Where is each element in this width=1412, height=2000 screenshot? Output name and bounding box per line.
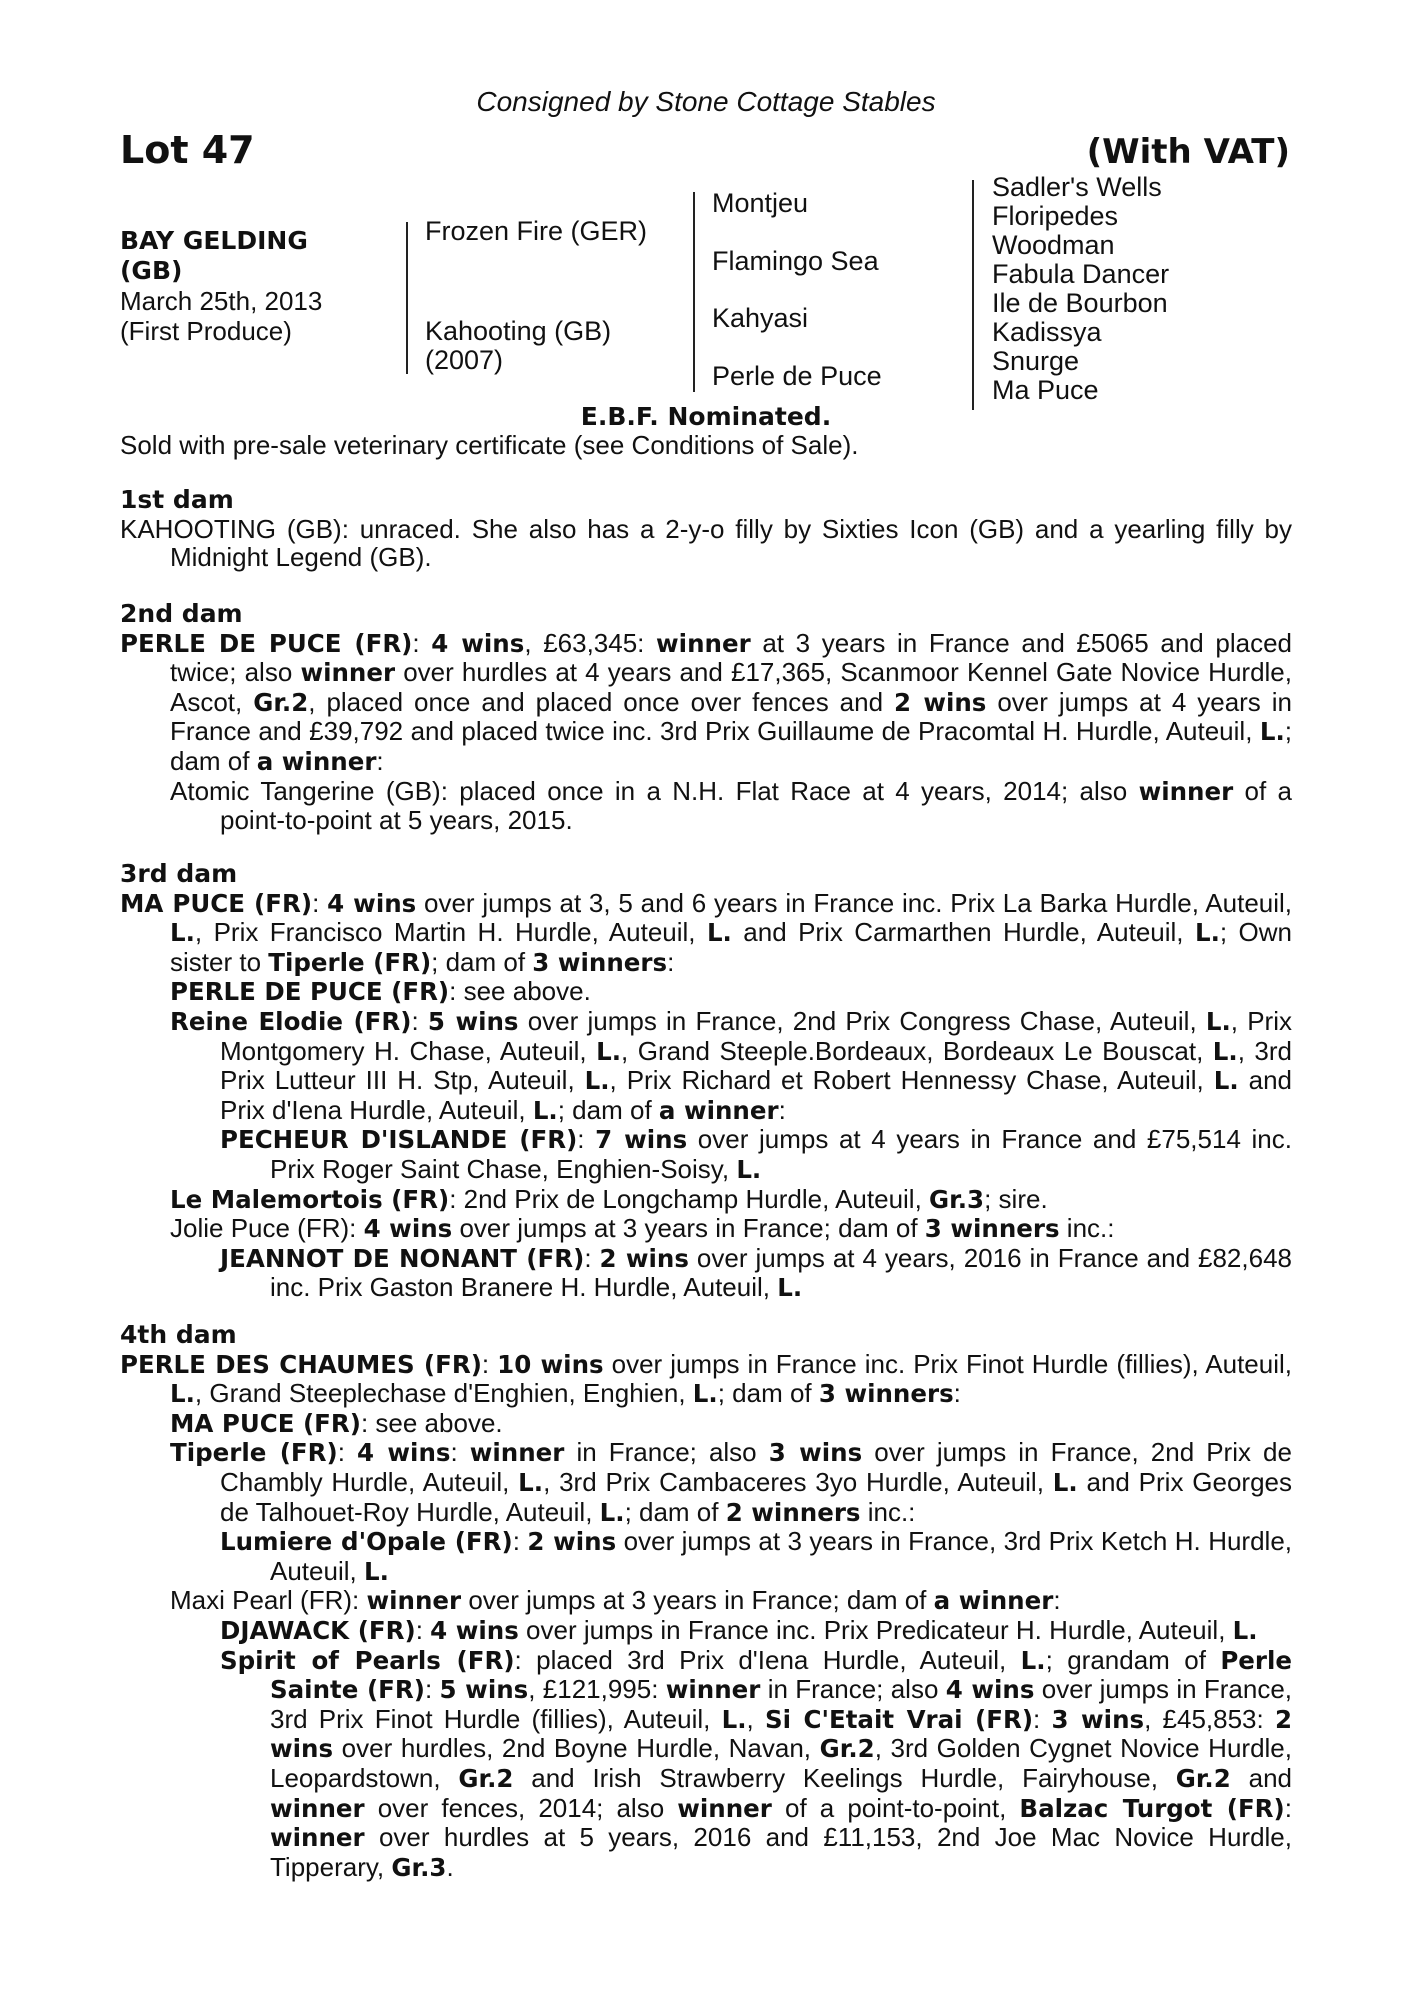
text-run: over jumps in France, 3rd Prix Finot Hurdle (fillies), Auteuil, [270,1674,1293,1734]
text-run: : [1033,1703,1052,1734]
text-run: of a point-to-point at 5 years, 2015. [220,775,1292,836]
produce-note: (First Produce) [120,316,292,346]
text-run: and [1230,1762,1292,1793]
bold-text: L. [1212,1036,1238,1066]
second-dam-section [120,600,1292,835]
pedigree-ggp-5: Ile de Bourbon [992,288,1168,318]
bold-text: Gr.2 [253,687,309,717]
text-run: : see above. [449,976,591,1007]
text-run: : see above. [360,1407,503,1438]
text-run: : [412,627,432,658]
text-run: ; dam of [431,946,533,977]
text-run: over hurdles at 4 years and £17,365, Scanmoor Kennel Gate Novice Hurdle, Ascot, [170,657,1292,717]
progeny-entry [120,1586,1292,1616]
bold-text: winner [665,1675,761,1705]
text-run: : [953,1378,961,1409]
text-run: over jumps at 4 years, 2016 in France and £82,648 inc. Prix Gaston Branere H. Hurdle, Auteuil, [270,1242,1292,1303]
bold-text: 3 winners [818,1379,954,1409]
bold-text: L. [1232,1615,1258,1645]
bold-text: winner [656,628,751,658]
pedigree-ggp-3: Woodman [992,230,1115,260]
bold-text: 2 wins [270,1704,1293,1764]
text-run: : [450,1437,470,1468]
text-run: ; dam of [170,716,1292,776]
text-run: and Prix Georges de Talhouet-Roy Hurdle, Auteuil, [220,1466,1292,1527]
text-run: : [512,1526,528,1557]
lot-number: Lot 47 [120,128,255,172]
bold-text: Gr.3 [391,1852,447,1882]
section-heading: 4th dam [120,1320,237,1349]
bold-text: L. [596,1036,622,1066]
text-run: ; sire. [984,1183,1048,1214]
pedigree-ggp-6: Kadissya [992,317,1102,347]
bold-text: L. [599,1497,625,1527]
pedigree-divider-3 [972,180,974,410]
text-run: Atomic Tangerine (GB): placed once in a N.H. Flat Race at 4 years, 2014; also [170,775,1139,806]
text-run: over fences, 2014; also [364,1792,678,1823]
text-run: , £63,345: [524,627,657,658]
bold-text: 4 wins [327,888,417,918]
section-heading: 2nd dam [120,599,243,628]
progeny-entry [120,977,1292,1007]
bold-text: 4 wins [363,1214,453,1244]
bold-text: JEANNOT DE NONANT (FR) [220,1243,585,1273]
text-run: : [584,1242,600,1273]
first-dam-section [120,486,1292,572]
bold-text: L. [1213,1066,1239,1096]
text-run: over jumps in France, 2nd Prix de Chambly Hurdle, Auteuil, [220,1437,1292,1497]
bold-text: L. [170,1379,195,1409]
bold-text: L. [518,1467,544,1497]
text-run: in France; also [760,1674,946,1705]
text-run: over jumps at 3 years in France; dam of [461,1585,934,1616]
bold-text: 5 wins [439,1675,529,1705]
bold-text: 5 wins [427,1006,519,1036]
horse-info [120,226,322,346]
pedigree-ggp-4: Fabula Dancer [992,259,1170,289]
foaling-date: March 25th, 2013 [120,286,323,316]
text-run: and Prix d'Iena Hurdle, Auteuil, [220,1065,1292,1125]
grandprogeny-entry [120,1125,1292,1184]
bold-text: a winner [933,1586,1054,1616]
grandprogeny-entry [120,1646,1292,1883]
bold-text: PECHEUR D'ISLANDE (FR) [220,1125,578,1155]
bold-text: Gr.2 [1175,1763,1231,1793]
text-run: , Prix Montgomery H. Chase, Auteuil, [220,1005,1292,1066]
bold-text: PERLE DE PUCE (FR) [170,977,450,1007]
text-run: : 2nd Prix de Longchamp Hurdle, Auteuil, [449,1183,930,1214]
text-run: over hurdles, 2nd Boyne Hurdle, Navan, [333,1733,820,1764]
bold-text: winner [677,1793,772,1823]
bold-text: L. [584,1066,610,1096]
text-run: : [337,1437,358,1468]
text-run: , Prix Richard et Robert Hennessy Chase, Auteuil, [609,1065,1214,1096]
text-run: : [577,1124,596,1155]
consignor-line: Consigned by Stone Cottage Stables [476,86,936,117]
progeny-entry [120,1007,1292,1125]
grandprogeny-entry [120,1527,1292,1586]
text-run: , £121,995: [528,1674,666,1705]
pedigree-divider-1 [406,222,408,374]
text-run: , 3rd Prix Lutteur III H. Stp, Auteuil, [220,1035,1292,1096]
grandprogeny-entry [120,1616,1292,1646]
fourth-dam-entry [120,1350,1292,1409]
text-run: : [667,946,675,977]
text-run: : [411,1005,428,1036]
first-dam-entry: KAHOOTING (GB): unraced. She also has a 2-y-o filly by Sixties Icon (GB) and a yearling filly by Midnight Legend (GB). [120,513,1292,573]
vat-label: (With VAT) [1086,132,1290,172]
bold-text: 4 wins [431,628,525,658]
bold-text: L. [692,1379,718,1409]
bold-text: Gr.2 [819,1734,875,1764]
pedigree-grandsire-dam: Kahyasi [712,303,809,333]
bold-text: Le Malemortois (FR) [170,1184,450,1214]
second-dam-entry [120,629,1292,777]
bold-text: L. [736,1154,762,1184]
text-run: over jumps at 3, 5 and 6 years in France inc. Prix La Barka Hurdle, Auteuil, [416,887,1293,918]
text-run: , placed once and placed once over fences and [308,686,895,717]
bold-text: L. [721,1704,747,1734]
bold-text: winner [1138,776,1234,806]
bold-text: winner [366,1586,462,1616]
text-run: Maxi Pearl (FR): [170,1585,367,1616]
section-heading: 3rd dam [120,859,238,888]
text-run: and Irish Strawberry Keelings Hurdle, Fairyhouse, [513,1762,1176,1793]
bold-text: Si C'Etait Vrai (FR) [764,1704,1034,1734]
horse-sex: BAY GELDING [120,226,308,255]
bold-text: Perle Sainte (FR) [270,1645,1292,1705]
pedigree-sire: Frozen Fire (GER) [425,216,648,246]
ebf-nomination: E.B.F. Nominated. [580,402,832,431]
pedigree-grandsire-sire: Montjeu [712,188,809,218]
bold-text: 2 wins [599,1243,689,1273]
bold-text: L. [777,1273,803,1303]
horse-origin: (GB) [120,256,183,285]
bold-text: a winner [256,746,377,776]
text-run: , 3rd Prix Cambaceres 3yo Hurdle, Auteuil, [543,1466,1053,1497]
bold-text: Tiperle (FR) [170,1438,338,1468]
bold-text: Tiperle (FR) [268,947,432,977]
bold-text: Lumiere d'Opale (FR) [220,1527,513,1557]
text-run: ; dam of [624,1496,726,1527]
text-run: ; dam of [557,1094,659,1125]
text-run: of a point-to-point, [771,1792,1020,1823]
text-run: : [312,887,328,918]
text-run: ; grandam of [1045,1644,1221,1675]
text-run: and Prix Carmarthen Hurdle, Auteuil, [731,917,1195,948]
bold-text: 10 wins [497,1349,604,1379]
text-run: , Prix Francisco Martin H. Hurdle, Auteuil, [194,917,707,948]
bold-text: MA PUCE (FR) [120,888,313,918]
text-run: : [376,745,384,776]
text-run: over jumps at 4 years in France and £75,514 inc. Prix Roger Saint Chase, Enghien-Soisy, [270,1124,1292,1184]
bold-text: winner [270,1793,365,1823]
text-run: : [424,1674,440,1705]
bold-text: 2 wins [527,1527,617,1557]
pedigree-dam: Kahooting (GB) [425,316,612,346]
bold-text: 2 winners [725,1497,861,1527]
text-run: : [778,1094,786,1125]
progeny-entry [120,1214,1292,1244]
text-run: , £45,853: [1144,1703,1275,1734]
text-run: : [1053,1585,1061,1616]
text-run: ; dam of [717,1378,819,1409]
pedigree-ggp-7: Snurge [992,346,1080,376]
bold-text: 3 winners [532,947,668,977]
text-run: over jumps at 4 years in France and £39,792 and placed twice inc. 3rd Prix Guillaume de Pracomtal H. Hurdle, Auteuil, [170,686,1293,747]
bold-text: Gr.3 [929,1184,985,1214]
bold-text: 3 winners [924,1214,1060,1244]
text-run: : [481,1348,498,1379]
bold-text: winner [469,1438,565,1468]
bold-text: L. [1052,1467,1078,1497]
bold-text: winner [300,658,396,688]
text-run: , Grand Steeplechase d'Enghien, Enghien, [194,1378,693,1409]
vet-certificate-note: Sold with pre-sale veterinary certificate (see Conditions of Sale). [120,430,859,460]
bold-text: a winner [658,1095,779,1125]
text-run: : [415,1614,431,1645]
text-run: : [1284,1792,1292,1823]
bold-text: 4 wins [945,1675,1035,1705]
bold-text: 3 wins [768,1438,863,1468]
bold-text: Reine Elodie (FR) [170,1006,412,1036]
bold-text: L. [170,918,195,948]
bold-text: L. [1194,918,1220,948]
bold-text: DJAWACK (FR) [220,1615,416,1645]
bold-text: L. [706,918,732,948]
bold-text: L. [363,1556,389,1586]
text-run: over jumps in France inc. Prix Finot Hurdle (fillies), Auteuil, [603,1348,1292,1379]
text-run: inc.: [1059,1213,1115,1244]
pedigree-ggp-2: Floripedes [992,201,1119,231]
text-run: over jumps at 3 years in France, 3rd Prix Ketch H. Hurdle, Auteuil, [270,1526,1293,1586]
text-run: over jumps at 3 years in France; dam of [452,1213,925,1244]
third-dam-entry [120,889,1292,978]
bold-text: L. [1205,1006,1231,1036]
text-run: ; Own sister to [170,917,1292,977]
pedigree-ggp-8: Ma Puce [992,375,1099,405]
bold-text: PERLE DES CHAUMES (FR) [120,1349,482,1379]
third-dam-section [120,860,1292,1303]
bold-text: Balzac Turgot (FR) [1019,1793,1285,1823]
bold-text: 7 wins [595,1125,688,1155]
text-run: over jumps in France, 2nd Prix Congress Chase, Auteuil, [518,1005,1206,1036]
pedigree-granddam-dam: Perle de Puce [712,361,882,391]
text-run: , [746,1703,765,1734]
bold-text: 4 wins [430,1615,519,1645]
bold-text: 2 wins [894,687,987,717]
bold-text: L. [532,1095,558,1125]
text-run: : placed 3rd Prix d'Iena Hurdle, Auteuil, [514,1644,1021,1675]
pedigree-ggp-1: Sadler's Wells [992,172,1162,202]
bold-text: Gr.2 [458,1763,514,1793]
bold-text: Spirit of Pearls (FR) [220,1645,515,1675]
section-heading: 1st dam [120,485,234,514]
pedigree-divider-2 [693,192,695,392]
grandprogeny-entry [120,1244,1292,1303]
text-run: , Grand Steeple.Bordeaux, Bordeaux Le Bouscat, [621,1035,1213,1066]
text-run: Jolie Puce (FR): [170,1213,364,1244]
text-run: inc.: [860,1496,916,1527]
text-run: at 3 years in France and £5065 and placed twice; also [170,627,1292,688]
bold-text: PERLE DE PUCE (FR) [120,628,413,658]
progeny-entry [120,1409,1292,1439]
pedigree-granddam-sire: Flamingo Sea [712,246,879,276]
bold-text: 3 wins [1051,1704,1145,1734]
bold-text: L. [1259,717,1285,747]
pedigree-dam-year: (2007) [425,345,504,375]
text-run: , 3rd Golden Cygnet Novice Hurdle, Leopardstown, [270,1733,1292,1793]
bold-text: MA PUCE (FR) [170,1408,361,1438]
bold-text: winner [270,1823,365,1853]
text-run: . [446,1851,454,1882]
progeny-entry [120,777,1292,835]
progeny-entry [120,1185,1292,1215]
bold-text: L. [1020,1645,1046,1675]
fourth-dam-section [120,1321,1292,1882]
text-run: over hurdles at 5 years, 2016 and £11,153, 2nd Joe Mac Novice Hurdle, Tipperary, [270,1822,1292,1882]
bold-text: 4 wins [357,1438,451,1468]
text-run: over jumps in France inc. Prix Predicateur H. Hurdle, Auteuil, [518,1614,1233,1645]
text-run: in France; also [564,1437,769,1468]
progeny-entry [120,1438,1292,1527]
